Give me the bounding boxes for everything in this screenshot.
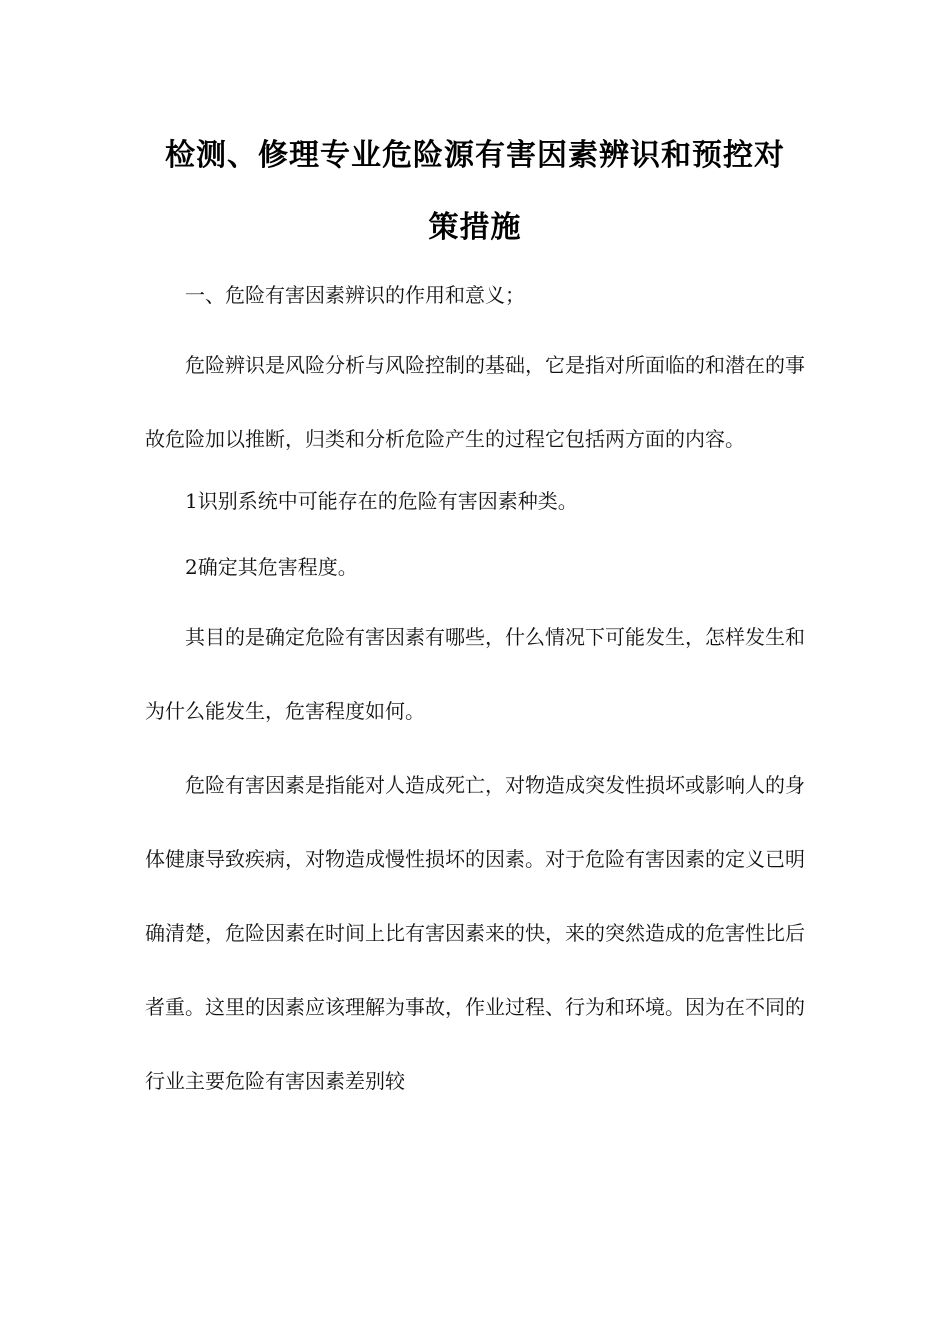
document-body <box>145 262 805 1118</box>
list-item: 1识别系统中可能存在的危险有害因素种类。 <box>185 489 578 513</box>
document-title-line-2: 策措施 <box>428 210 522 245</box>
paragraph: 危险辨识是风险分析与风险控制的基础，它是指对所面临的和潜在的事故危险加以推断，归类和分析危险产生的过程它包括两方面的内容。 <box>145 353 805 451</box>
section-heading: 一、危险有害因素辨识的作用和意义； <box>185 283 525 307</box>
paragraph: 危险有害因素是指能对人造成死亡，对物造成突发性损坏或影响人的身体健康导致疾病，对物造成慢性损坏的因素。对于危险有害因素的定义已明确清楚，危险因素在时间上比有害因素来的快，来的突然造成的危害性比后者重。这里的因素应该理解为事故，作业过程、行为和环境。因为在不同的行业主要危险有害因素差别较 <box>145 773 805 1093</box>
paragraph: 其目的是确定危险有害因素有哪些，什么情况下可能发生，怎样发生和为什么能发生，危害程度如何。 <box>145 625 805 723</box>
document-title-line-1: 检测、修理专业危险源有害因素辨识和预控对 <box>165 138 785 173</box>
list-item: 2确定其危害程度。 <box>185 555 358 579</box>
